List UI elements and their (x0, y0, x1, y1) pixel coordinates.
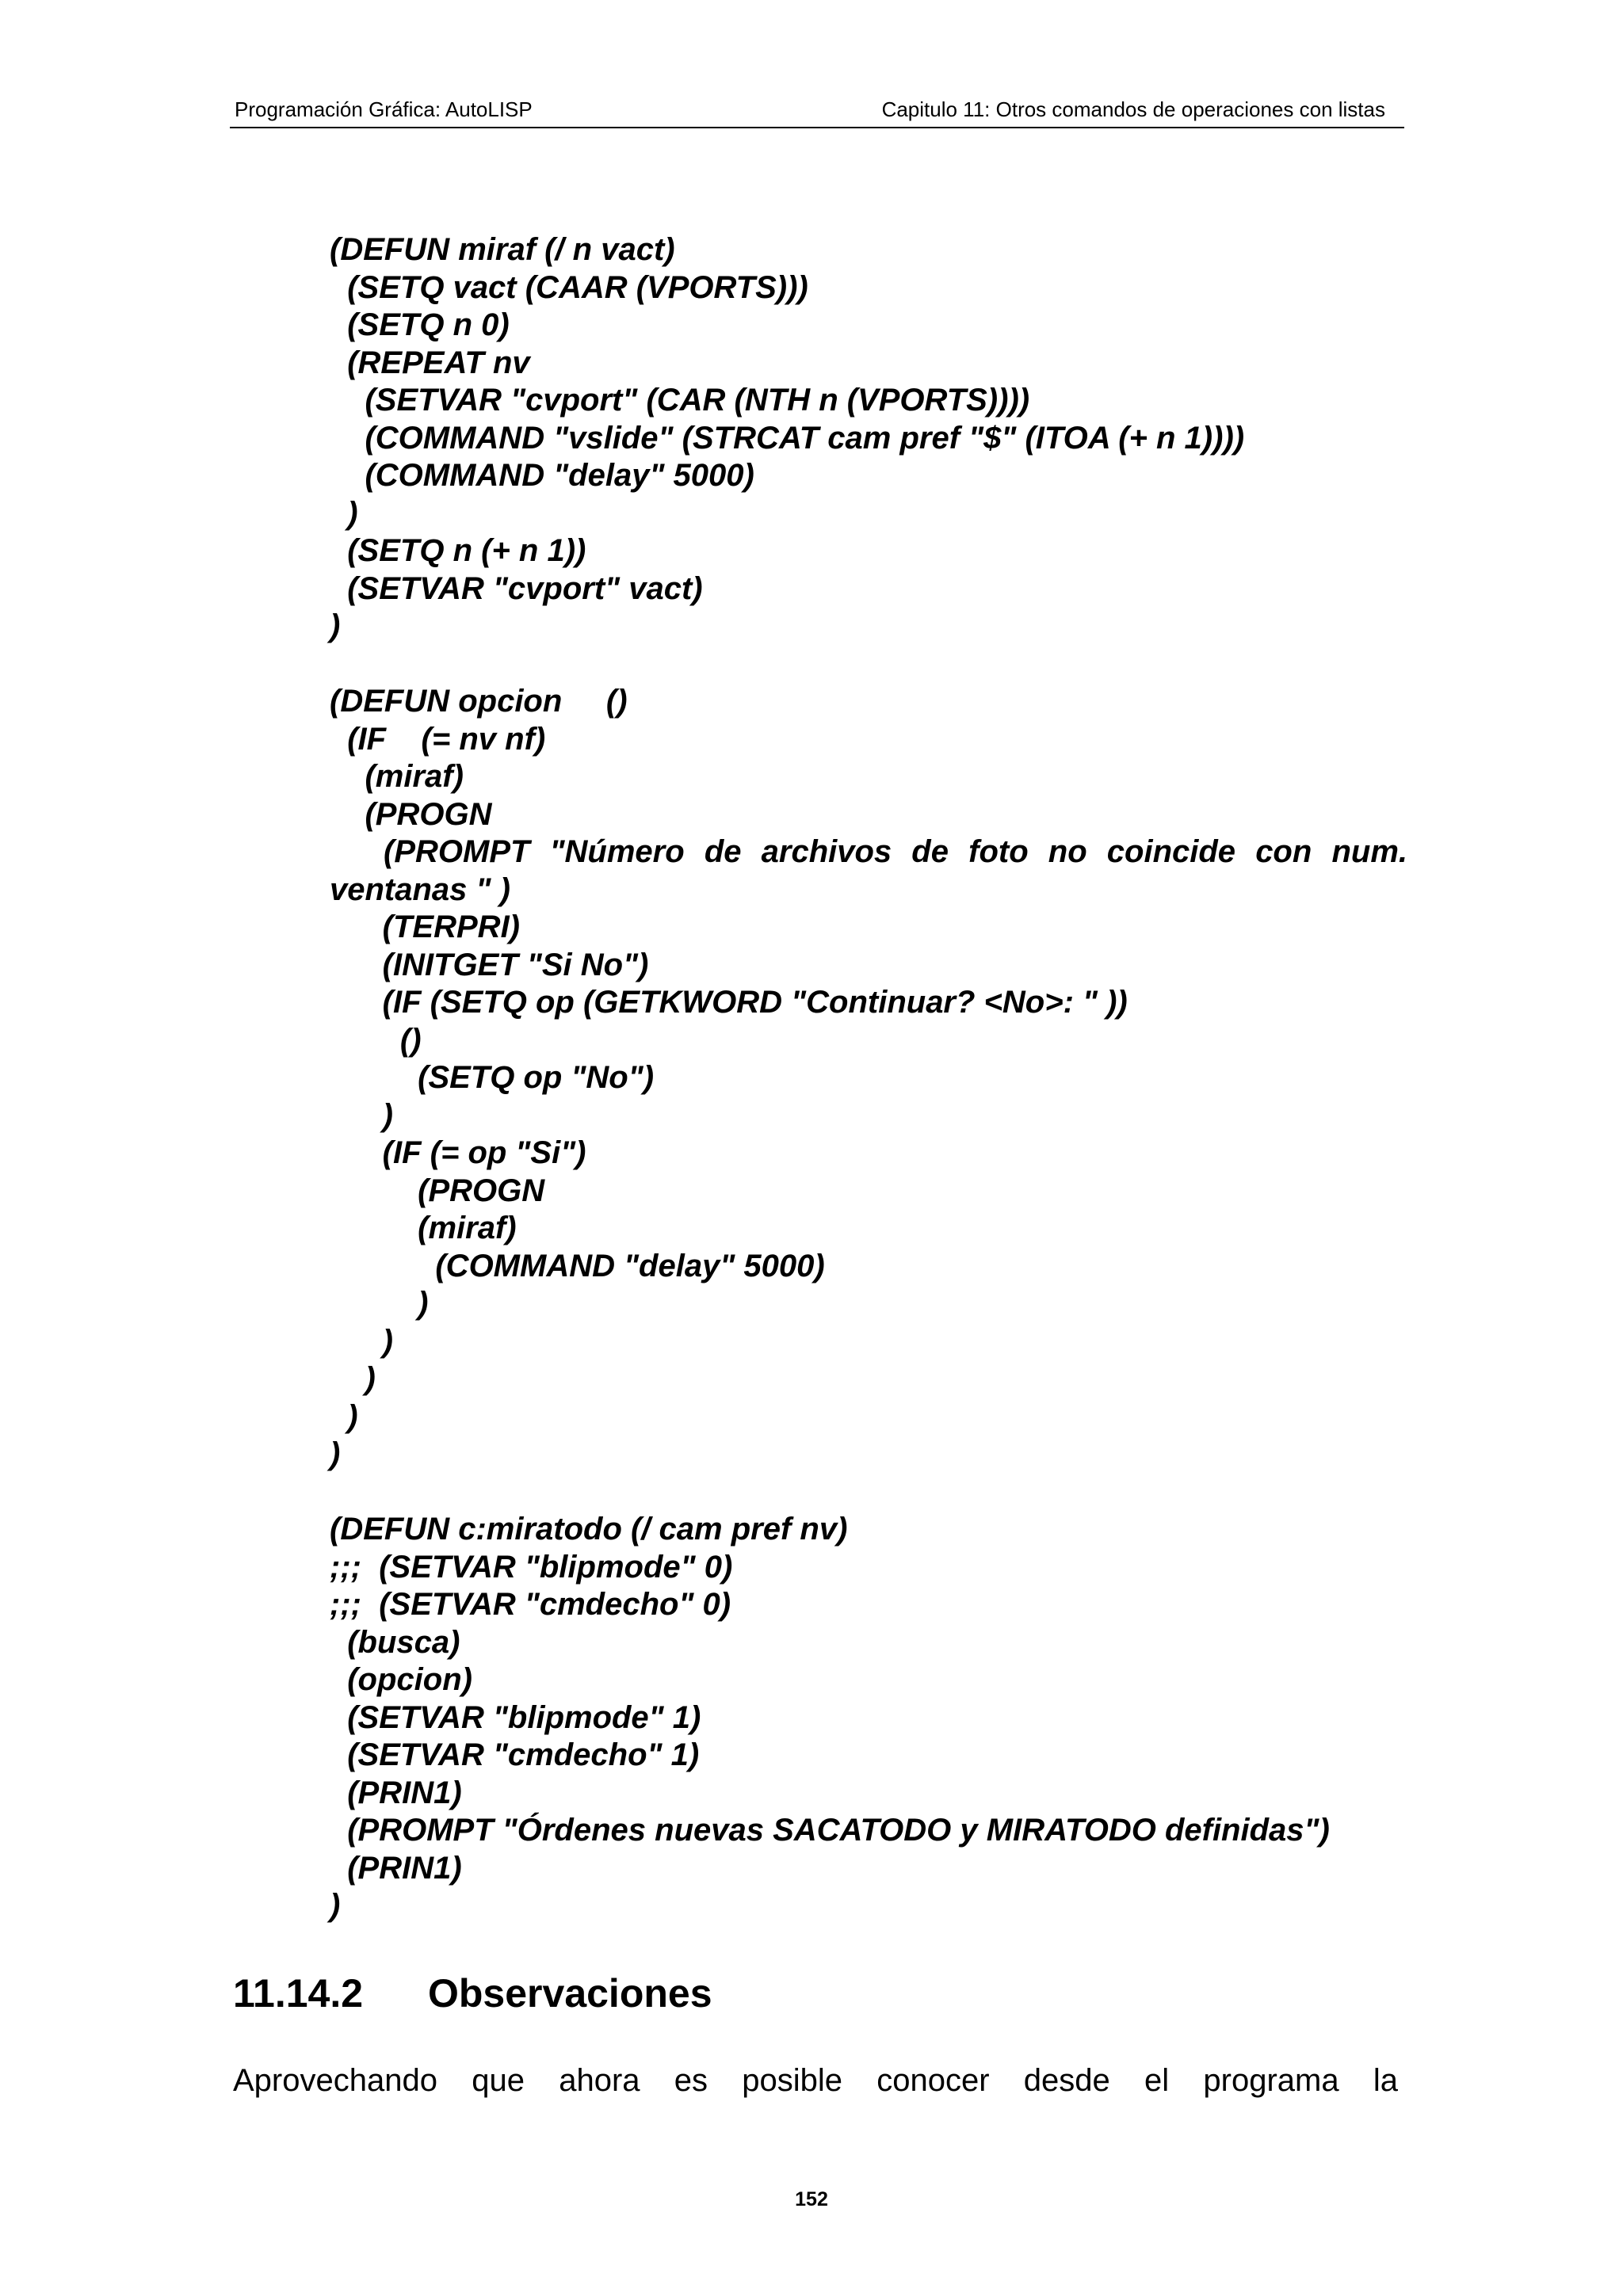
code-line: ) (330, 1398, 358, 1434)
code-line: (SETQ op "No") (330, 1060, 655, 1095)
code-line: (SETQ vact (CAAR (VPORTS))) (330, 269, 808, 305)
section-title: Observaciones (428, 1971, 712, 2016)
code-line: (PRIN1) (330, 1775, 462, 1810)
code-line: (SETQ n 0) (330, 307, 510, 342)
page-header (230, 93, 1404, 128)
section-number: 11.14.2 (233, 1971, 364, 2016)
header-chapter-title: Capitulo 11: Otros comandos de operaciones con listas (881, 97, 1385, 121)
code-line: (PROMPT "Órdenes nuevas SACATODO y MIRATODO definidas") (330, 1813, 1330, 1848)
code-line: (IF (= nv nf) (330, 721, 546, 757)
code-line (330, 1474, 1407, 1512)
code-line: ) (330, 1097, 393, 1133)
code-line: (PRIN1) (330, 1850, 462, 1886)
code-line: () (330, 1022, 422, 1058)
code-line: (opcion) (330, 1662, 472, 1697)
code-line: (IF (= op "Si") (330, 1135, 586, 1170)
code-line: (PROMPT "Número de archivos de foto no coincide con num. (384, 834, 1407, 869)
code-listing (330, 231, 1407, 1925)
code-line: (DEFUN miraf (/ n vact) (330, 232, 675, 267)
code-line: (SETVAR "cvport" vact) (330, 570, 703, 606)
code-line: ;;; (SETVAR "blipmode" 0) (330, 1549, 733, 1585)
code-line: (TERPRI) (330, 910, 520, 944)
code-line: (INITGET "Si No") (330, 947, 649, 982)
code-line: ventanas " ) (330, 871, 510, 907)
code-line: (SETVAR "blipmode" 1) (330, 1699, 701, 1735)
code-line: ) (330, 1361, 376, 1396)
code-line: (IF (SETQ op (GETKWORD "Continuar? <No>: " )) (330, 985, 1128, 1020)
code-line: (PROGN (330, 1173, 545, 1208)
code-line: (SETQ n (+ n 1)) (330, 533, 586, 568)
code-line: ) (330, 1323, 393, 1359)
code-line: (COMMAND "delay" 5000) (330, 1248, 825, 1283)
code-line: (PROGN (330, 796, 492, 832)
code-line: ;;; (SETVAR "cmdecho" 0) (330, 1587, 731, 1622)
code-line: (miraf) (330, 1211, 517, 1245)
code-line: (SETVAR "cmdecho" 1) (330, 1737, 700, 1772)
code-line: (busca) (330, 1624, 460, 1660)
code-line: ) (330, 1436, 341, 1471)
code-line: (REPEAT nv (330, 345, 530, 380)
code-line: (DEFUN opcion () (330, 684, 628, 719)
code-line: ) (330, 1286, 429, 1321)
code-line: (COMMAND "vslide" (STRCAT cam pref "$" (ITOA (+ n 1)))) (330, 420, 1245, 456)
code-line: (miraf) (330, 759, 464, 794)
code-line: ) (330, 1888, 341, 1923)
section-heading (233, 1968, 712, 2019)
code-line: (SETVAR "cvport" (CAR (NTH n (VPORTS)))) (330, 383, 1030, 418)
code-line: (DEFUN c:miratodo (/ cam pref nv) (330, 1512, 848, 1547)
code-line: ) (330, 495, 358, 531)
code-line (330, 646, 1407, 684)
body-paragraph: Aprovechando que ahora es posible conocer desde el programa la (233, 2063, 1398, 2098)
code-line: (COMMAND "delay" 5000) (330, 458, 754, 493)
code-line: ) (330, 608, 341, 643)
header-book-title: Programación Gráfica: AutoLISP (235, 97, 533, 121)
page-number: 152 (795, 2188, 828, 2210)
